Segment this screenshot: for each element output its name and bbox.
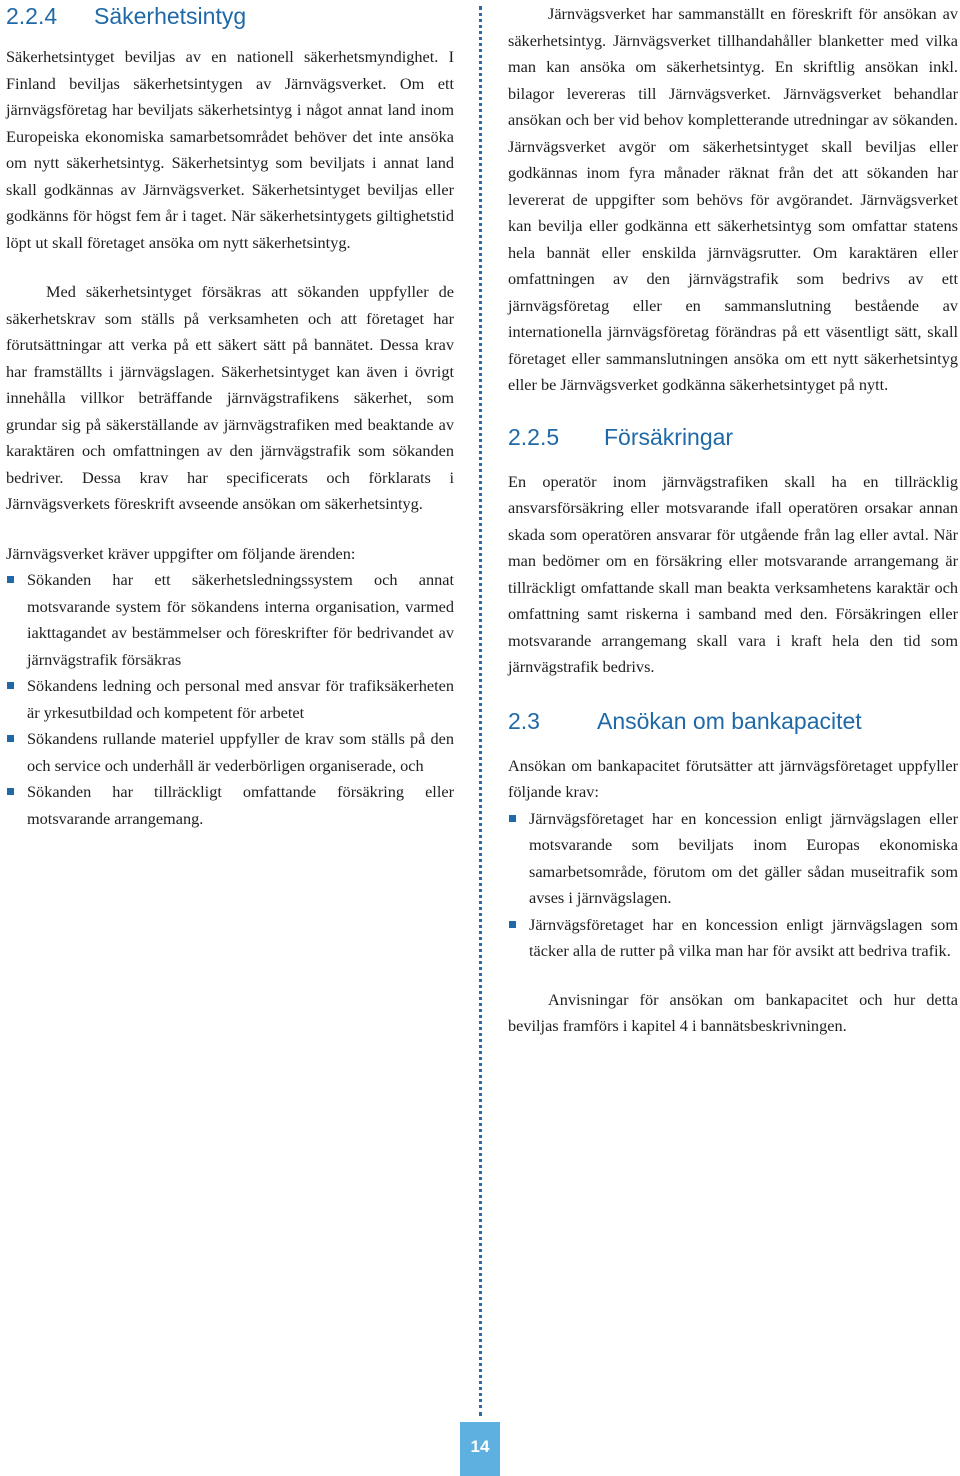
section-heading-2-3 bbox=[508, 707, 958, 735]
list-item: Sökandens rullande materiel uppfyller de krav som ställs på den och service och underhåll är vederbörligen organiserade, och bbox=[6, 726, 454, 779]
paragraph: Säkerhetsintyget beviljas av en nationell säkerhetsmyndighet. I Finland beviljas säkerhetsintygen av Järnvägsverket. Om ett järnvägsföretag har beviljats säkerhetsintyg i något annat land inom Europeiska ekonomiska samarbetsområdet behöver det inte ansöka om nytt säkerhetsintyg. Säkerhetsintyg som beviljats i annat land skall godkännas av Järnvägsverket. Säkerhetsintyget beviljas eller godkänns för högst fem år i taget. När säkerhetsintygets giltighetstid löpt ut skall företaget ansöka om nytt säkerhetsintyg. bbox=[6, 47, 454, 252]
requirements-list bbox=[508, 806, 958, 965]
page-number-badge: 14 bbox=[460, 1422, 500, 1476]
list-item: Sökanden har ett säkerhetsledningssystem och annat motsvarande system för sökandens interna organisation, varmed iakttagandet av bestämmelser och föreskrifter för bedrivandet av järnvägstrafik försäkras bbox=[6, 567, 454, 673]
paragraph: Anvisningar för ansökan om bankapacitet och hur detta beviljas framförs i kapitel 4 i bannätsbeskrivningen. bbox=[508, 989, 958, 1035]
list-item: Sökanden har tillräckligt omfattande försäkring eller motsvarande arrangemang. bbox=[6, 779, 454, 832]
list-item: Järnvägsföretaget har en koncession enligt järnvägslagen eller motsvarande som beviljats inom Europas ekonomiska samarbetsområde, förutom om det gäller sådan museitrafik som avses i järnvägslagen. bbox=[508, 806, 958, 912]
heading-number: 2.2.5 bbox=[508, 423, 560, 450]
heading-title: Försäkringar bbox=[604, 423, 734, 450]
heading-number: 2.2.4 bbox=[6, 3, 58, 29]
requirements-list bbox=[6, 567, 454, 832]
heading-title: Ansökan om bankapacitet bbox=[597, 707, 862, 734]
paragraph: En operatör inom järnvägstrafiken skall ha en tillräcklig ansvarsförsäkring eller motsvarande ifall operatören orsakar annan skada som operatören ansvarar för utgående från lag eller avtal. När man bedömer om en försäkring eller motsvarande arrangemang är tillräckligt omfattande skall man beakta verksamhetens karaktär och omfattning samt riskerna i samband med den. Försäkringen eller motsvarande arrangemang skall vara i kraft hela den tid som järnvägstrafik bedrivs. bbox=[508, 471, 958, 676]
section-heading-2-2-4 bbox=[6, 2, 454, 30]
left-column bbox=[6, 0, 454, 832]
right-column bbox=[508, 0, 958, 1040]
list-item: Järnvägsföretaget har en koncession enligt järnvägslagen som täcker alla de rutter på vilka man har för avsikt att bedriva trafik. bbox=[508, 912, 958, 965]
paragraph: Ansökan om bankapacitet förutsätter att järnvägsföretaget uppfyller följande krav: bbox=[508, 755, 958, 801]
paragraph: Järnvägsverket har sammanställt en föreskrift för ansökan av säkerhetsintyg. Järnvägsverket tillhandahåller blanketter med vilka man kan ansöka om säkerhetsintyg. En skriftlig ansökan inkl. bilagor levereras till Järnvägsverket. Järnvägsverket behandlar ansökan och ber vid behov kompletterande utredningar av sökanden. Järnvägsverket avgör om säkerhetsintyget skall beviljas eller godkännas inom fyra månader räknat från det att sökanden har levererat de uppgifter som behövs för avgörandet. Järnvägsverket kan bevilja eller godkänna ett säkerhetsintyg som omfattar statens hela bannät eller enskilda järnvägsrutter. Om karaktären eller omfattningen av den järnvägstrafik som bedrivs av ett järnvägsföretag eller en sammanslutning bestående av internationella järnvägsföretag förändras på ett väsentligt sätt, skall företaget eller sammanslutningen ansöka om ett nytt säkerhetsintyg eller be Järnvägsverket godkänna säkerhetsintyget på nytt. bbox=[508, 4, 958, 394]
section-heading-2-2-5 bbox=[508, 423, 958, 451]
paragraph: Järnvägsverket kräver uppgifter om följande ärenden: bbox=[6, 543, 356, 563]
heading-number: 2.3 bbox=[508, 707, 540, 734]
paragraph: Med säkerhetsintyget försäkras att sökanden uppfyller de säkerhetskrav som ställs på verksamheten och att företaget har förutsättningar att verka på ett säkert sätt på bannätet. Dessa krav har framställts i järnvägslagen. Säkerhetsintyget kan även i övrigt innehålla villkor beträffande järnvägstrafikens säkerhet, som grundar sig på säkerställande av järnvägstrafiken med beaktande av karaktären och omfattningen av den järnvägstrafik som sökanden bedriver. Dessa krav har specificerats och förklarats i Järnvägsverkets föreskrift avseende ansökan om säkerhetsintyg. bbox=[6, 282, 454, 513]
list-item: Sökandens ledning och personal med ansvar för trafiksäkerheten är yrkesutbildad och kompetent för arbetet bbox=[6, 673, 454, 726]
column-divider bbox=[479, 6, 482, 1416]
heading-title: Säkerhetsintyg bbox=[94, 3, 247, 29]
